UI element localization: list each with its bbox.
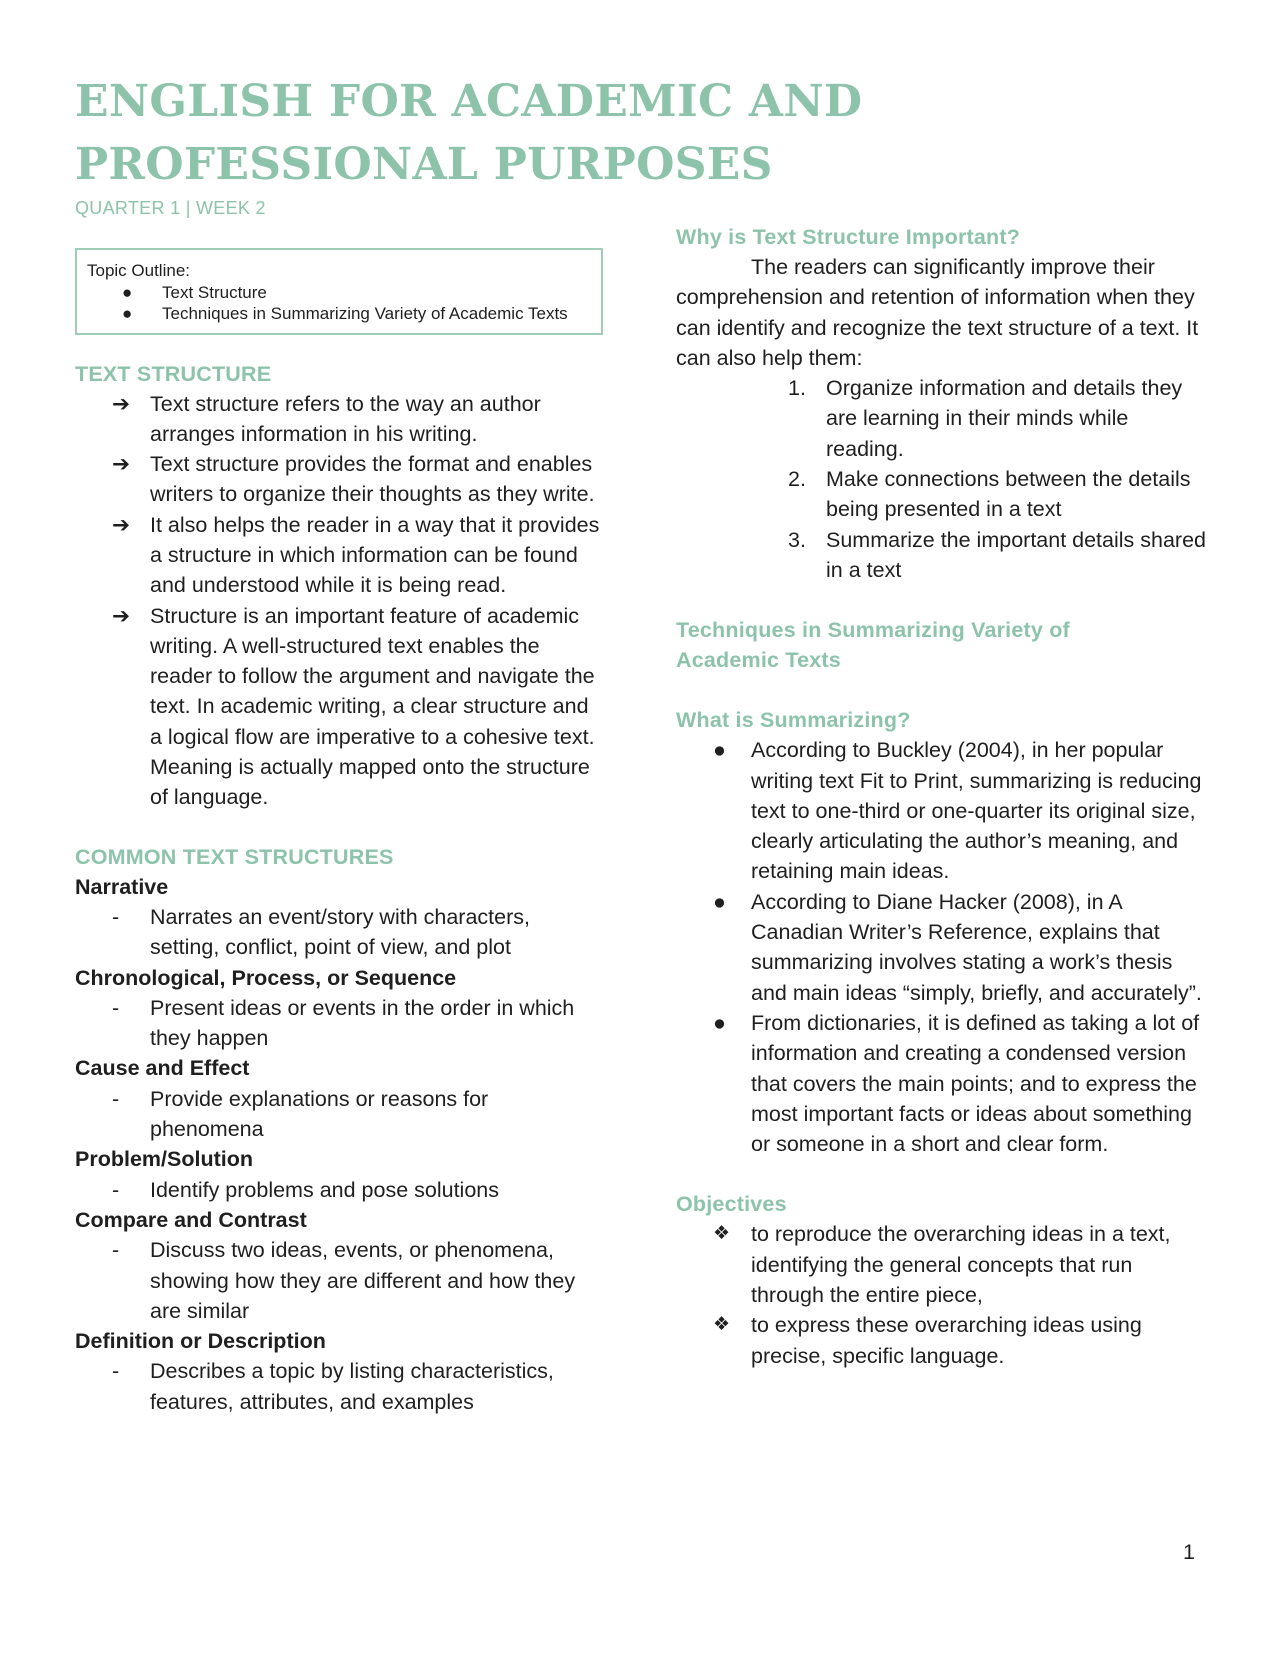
section-heading-why-important: Why is Text Structure Important? [676, 225, 1021, 249]
document-title [75, 70, 862, 196]
title-line-1: ENGLISH FOR ACADEMIC AND [75, 76, 863, 127]
diamond-bullet-icon: ❖ [713, 1314, 731, 1336]
arrow-right-icon: ➔ [112, 391, 131, 416]
list-item: ➔ It also helps the reader in a way that it provides a structure in which information can be found and understood while it is being read. [75, 510, 605, 601]
left-column [75, 248, 605, 1417]
structure-type-desc [75, 1356, 605, 1417]
why-important-list [676, 373, 1206, 585]
summarizing-list [676, 735, 1206, 1159]
list-item: - Identify problems and pose solutions [75, 1175, 605, 1205]
section-heading-common-text-structures: COMMON TEXT STRUCTURES [75, 844, 394, 869]
list-item: ● From dictionaries, it is defined as taking a lot of information and creating a condensed version that covers the main points; and to express the most important facts or ideas about something or someone in a short and clear form. [676, 1008, 1206, 1159]
right-column [676, 222, 1206, 1371]
arrow-right-icon: ➔ [112, 452, 131, 477]
bullet-icon: ● [122, 282, 133, 302]
list-item: - Describes a topic by listing characteristics, features, attributes, and examples [75, 1356, 605, 1417]
bullet-icon: ● [713, 1010, 726, 1035]
list-item: - Present ideas or events in the order in which they happen [75, 993, 605, 1054]
section-heading-what-is-summarizing: What is Summarizing? [676, 708, 911, 733]
list-item: ● According to Diane Hacker (2008), in A Canadian Writer’s Reference, explains that summarizing involves stating a work’s thesis and main ideas “simply, briefly, and accurately”. [676, 887, 1206, 1008]
list-item: ➔ Text structure provides the format and enables writers to organize their thoughts as they write. [75, 449, 605, 510]
structure-type-heading: Cause and Effect [75, 1056, 250, 1081]
topic-outline-list [87, 282, 591, 325]
structure-type-desc [75, 902, 605, 963]
dash-icon: - [112, 1359, 120, 1384]
list-item: - Discuss two ideas, events, or phenomena, showing how they are different and how they are similar [75, 1235, 605, 1326]
section-heading-techniques: Techniques in Summarizing Variety of Academic Texts [676, 618, 1070, 673]
structure-type-heading: Narrative [75, 874, 169, 899]
topic-outline-box [75, 248, 603, 335]
structure-type-desc [75, 1084, 605, 1145]
text-structure-list [75, 389, 605, 813]
title-line-2: PROFESSIONAL PURPOSES [75, 139, 773, 190]
arrow-right-icon: ➔ [112, 603, 131, 628]
structure-type-heading: Definition or Description [75, 1329, 326, 1354]
list-item: ❖ to reproduce the overarching ideas in a text, identifying the general concepts that run through the entire piece, [676, 1219, 1206, 1310]
structure-type-heading: Chronological, Process, or Sequence [75, 965, 457, 990]
dash-icon: - [112, 995, 120, 1020]
list-item: ❖ to express these overarching ideas using precise, specific language. [676, 1310, 1206, 1371]
structure-type-desc [75, 993, 605, 1054]
topic-outline-label: Topic Outline: [87, 261, 190, 280]
dash-icon: - [112, 1086, 120, 1111]
bullet-icon: ● [122, 304, 133, 323]
list-item: ● According to Buckley (2004), in her popular writing text Fit to Print, summarizing is reducing text to one-third or one-quarter its original size, clearly articulating the author’s meaning, and retaining main ideas. [676, 735, 1206, 886]
list-item: - Narrates an event/story with characters, setting, conflict, point of view, and plot [75, 902, 605, 963]
structure-type-desc [75, 1175, 605, 1205]
page-number: 1 [1183, 1540, 1195, 1564]
list-item: ➔ Text structure refers to the way an author arranges information in his writing. [75, 389, 605, 450]
diamond-bullet-icon: ❖ [713, 1223, 731, 1245]
list-item: ➔ Structure is an important feature of academic writing. A well-structured text enables the reader to follow the argument and navigate the text. In academic writing, a clear structure and a logical flow are imperative to a cohesive text. Meaning is actually mapped onto the structure of language. [75, 601, 605, 813]
document-subtitle: QUARTER 1 | WEEK 2 [75, 198, 266, 218]
list-item: 1. Organize information and details they are learning in their minds while reading. [788, 376, 1183, 461]
list-item: ● Text Structure [87, 282, 591, 304]
list-item: 3. Summarize the important details shared in a text [788, 527, 1207, 582]
arrow-right-icon: ➔ [112, 512, 131, 537]
section-heading-text-structure: TEXT STRUCTURE [75, 361, 272, 386]
structure-type-heading: Problem/Solution [75, 1147, 253, 1172]
dash-icon: - [112, 904, 120, 929]
bullet-icon: ● [713, 889, 726, 914]
bullet-icon: ● [713, 738, 726, 763]
structure-type-heading: Compare and Contrast [75, 1207, 307, 1232]
section-heading-objectives: Objectives [676, 1192, 787, 1217]
objectives-list [676, 1219, 1206, 1370]
structure-type-desc [75, 1235, 605, 1326]
dash-icon: - [112, 1177, 120, 1202]
list-item: ● Techniques in Summarizing Variety of Academic Texts [87, 303, 591, 325]
dash-icon: - [112, 1238, 120, 1263]
why-important-paragraph: The readers can significantly improve their comprehension and retention of information when they can identify and recognize the text structure of a text. It can also help them: [676, 255, 1199, 370]
list-item: - Provide explanations or reasons for phenomena [75, 1084, 605, 1145]
list-item: 2. Make connections between the details being presented in a text [788, 467, 1191, 522]
